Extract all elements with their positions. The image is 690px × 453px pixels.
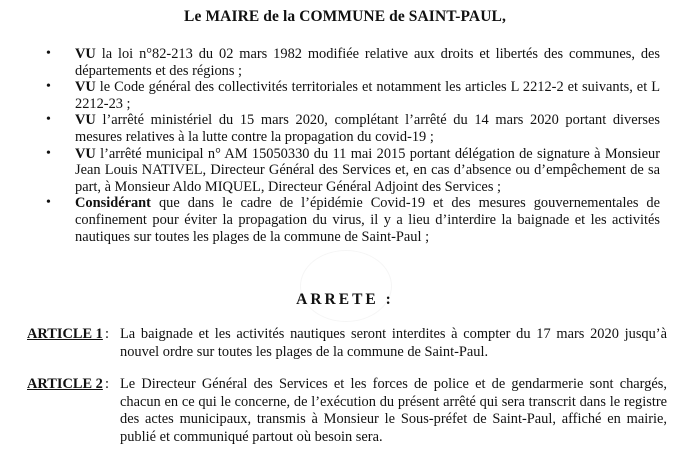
considerant-item: [40, 195, 660, 245]
faint-seal-watermark: [300, 250, 392, 322]
considerant-text: que dans le cadre de l’épidémie Covid-19 et des mesures gouvernementales de confinement pour éviter la propagation du virus, il y a lieu d’interdire la baignade et les activités nautiques sur toutes les plages de la commune de Saint-Paul ;: [75, 195, 660, 245]
article-colon: :: [105, 326, 109, 342]
considerant-lead: VU: [75, 79, 96, 96]
article-1: [27, 326, 667, 361]
bullet-icon: •: [46, 112, 51, 128]
considerant-lead: VU: [75, 112, 96, 129]
considerant-lead: VU: [75, 46, 96, 62]
bullet-icon: •: [46, 46, 51, 61]
bullet-icon: •: [46, 79, 51, 95]
considerant-lead: Considérant: [75, 195, 151, 212]
article-colon: :: [105, 376, 109, 392]
document-heading: Le MAIRE de la COMMUNE de SAINT-PAUL,: [184, 8, 506, 25]
considerants-list: [40, 46, 660, 245]
bullet-icon: •: [46, 195, 51, 211]
article-text: Le Directeur Général des Services et les forces de police et de gendarmerie sont chargés, chacun en ce qui le concerne, de l’exécution du présent arrêté qui sera transcrit dans le registre des actes municipaux, transmis à Monsieur le Sous-préfet de Saint-Paul, affiché en mairie, publié et communiqué partout où besoin sera.: [120, 376, 667, 445]
considerant-item: [40, 79, 660, 112]
arrete-title: ARRETE :: [296, 291, 394, 308]
article-2: [27, 376, 667, 446]
considerant-item: [40, 112, 660, 145]
considerant-text: la loi n°82-213 du 02 mars 1982 modifiée relative aux droits et libertés des communes, des départements et des régions ;: [75, 46, 660, 79]
considerant-text: le Code général des collectivités territoriales et notamment les articles L 2212-2 et suivants, et L 2212-23 ;: [75, 79, 660, 112]
article-text: La baignade et les activités nautiques seront interdites à compter du 17 mars 2020 jusqu’à nouvel ordre sur toutes les plages de la commune de Saint-Paul.: [120, 326, 667, 360]
article-label: ARTICLE 1: [27, 326, 103, 342]
considerant-text: l’arrêté ministériel du 15 mars 2020, complétant l’arrêté du 14 mars 2020 portant diverses mesures relatives à la lutte contre la propagation du covid-19 ;: [75, 112, 660, 145]
bullet-icon: •: [46, 145, 51, 161]
considerant-text: l’arrêté municipal n° AM 15050330 du 11 mai 2015 portant délégation de signature à Monsieur Jean Louis NATIVEL, Directeur Général des Services et, en cas d’absence ou d’empêchement de sa part, à Monsieur Aldo MIQUEL, Directeur Général Adjoint des Services ;: [75, 145, 660, 195]
article-label: ARTICLE 2: [27, 376, 103, 392]
considerant-item: [40, 146, 660, 196]
considerant-lead: VU: [75, 145, 96, 162]
considerant-item: [40, 46, 660, 79]
